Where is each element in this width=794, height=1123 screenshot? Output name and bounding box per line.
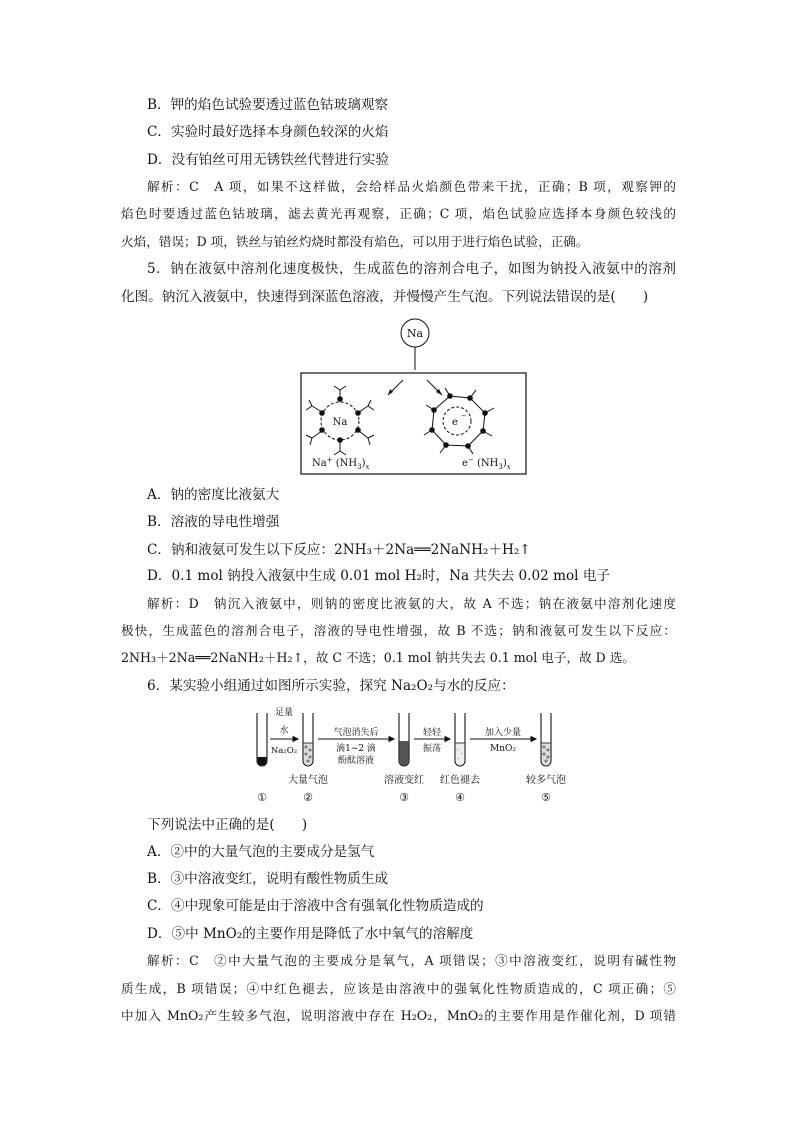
q6-question: 下列说法中正确的是( ) [147,817,308,833]
arrow2-label-phenolphthalein: 酚酞溶液 [337,756,375,766]
test-tube-3 [399,713,409,766]
arrow4-label-top: 加入少量 [484,728,522,738]
observation-5: 较多气泡 [526,775,566,786]
tube-number-1: ① [257,791,267,804]
test-tube-2 [303,713,313,766]
test-tube-4 [455,713,465,766]
arrow3-label-bottom: 振荡 [422,744,442,754]
q4-option-d: D．没有铂丝可用无锈铁丝代替进行实验 [147,152,389,168]
q5-option-b: B．溶液的导电性增强 [147,514,280,530]
reagent-na2o2: Na₂O₂ [270,746,298,756]
arrow1-label-top: 足量 [274,708,294,718]
q4-solution-line-1: 解析：C A 项，如果不这样做，会给样品火焰颜色带来干扰，正确；B 项，观察钾的 [147,179,676,194]
test-tube-1 [257,713,267,766]
tube-number-4: ④ [455,791,465,804]
right-species-caption: e− $(NH_3)_x$ [462,456,511,471]
q5-option-c: C．钠和液氨可发生以下反应：2NH₃＋2Na══2NaNH₂＋H₂↑ [147,542,531,558]
q5-option-a: A．钠的密度比液氨大 [147,487,280,503]
q6-option-a: A．②中的大量气泡的主要成分是氢气 [147,844,375,860]
q5-stem-line-1: 5．钠在液氨中溶剂化速度极快，生成蓝色的溶剂合电子，如图为钠投入液氨中的溶剂 [147,261,676,277]
q4-option-b: B．钾的焰色试验要透过蓝色钴玻璃观察 [147,97,389,113]
q5-solution-line-3: 2NH₃＋2Na══2NaNH₂＋H₂↑，故 C 不选；0.1 mol 钠共失去 0.1 mol 电子，故 D 选。 [121,650,635,665]
arrow2-label-drops: 滴1~2 滴 [336,744,376,754]
q5-solvation-figure [298,318,530,478]
na-ion-label: Na [332,417,348,428]
tube-number-3: ③ [399,791,409,804]
q6-option-d: D．⑤中 MnO₂的主要作用是降低了水中氧气的溶解度 [147,926,474,942]
q4-solution-line-3: 火焰，错误；D 项，铁丝与铂丝灼烧时都没有焰色，可以用于进行焰色试验，正确。 [121,234,589,249]
test-tube-5 [541,713,551,766]
q6-option-c: C．④中现象可能是由于溶液中含有强氧化性物质造成的 [147,898,484,914]
ammonia-ligands-right [424,388,494,454]
arrow2-label-top: 气泡消失后 [333,728,379,738]
top-na-label: Na [406,327,424,340]
arrow1-label-water: 水 [279,726,289,736]
observation-4: 红色褪去 [440,775,480,786]
tube-number-2: ② [303,791,313,804]
tube-number-5: ⑤ [541,791,551,804]
q6-stem: 6．某实验小组通过如图所示实验，探究 Na₂O₂与水的反应： [147,678,515,694]
q5-stem-line-2: 化图。钠沉入液氨中，快速得到深蓝色溶液，并慢慢产生气泡。下列说法错误的是( ) [121,289,649,305]
q5-option-d: D．0.1 mol 钠投入液氨中生成 0.01 mol H₂时，Na 共失去 0.02 mol 电子 [147,568,611,584]
observation-3: 溶液变红 [384,775,424,786]
q6-solution-line-2: 质生成，B 项错误；④中红色褪去，应该是由溶液中的强氧化性物质造成的，C 项正确；⑤ [121,981,676,996]
q6-option-b: B．③中溶液变红，说明有酸性物质生成 [147,871,389,887]
q6-experiment-figure [248,703,568,805]
observation-2: 大量气泡 [288,775,328,786]
arrow3-label-top: 轻轻 [422,728,442,738]
q4-option-c: C．实验时最好选择本身颜色较深的火焰 [147,124,389,140]
q5-solution-line-2: 极快，生成蓝色的溶剂合电子，溶液的导电性增强，故 B 不选；钠和液氨可发生以下反应： [121,623,676,638]
electron-label: e [452,417,458,428]
left-species-caption: Na+ $(NH_3)_x$ [312,456,370,471]
q6-solution-line-1: 解析：C ②中大量气泡的主要成分是氧气，A 项错误；③中溶液变红，说明有碱性物 [147,953,676,968]
q4-solution-line-2: 焰色时要透过蓝色钴玻璃，滤去黄光再观察，正确；C 项，焰色试验应选择本身颜色较浅的 [121,206,676,221]
arrow4-label-mno2: MnO₂ [490,744,516,754]
electron-charge: − [461,412,467,420]
q6-solution-line-3: 中加入 MnO₂产生较多气泡，说明溶液中存在 H₂O₂，MnO₂的主要作用是作催化剂，D 项错 [121,1008,676,1023]
q5-solution-line-1: 解析：D 钠沉入液氨中，则钠的密度比液氨的大，故 A 不选；钠在液氨中溶剂化速度 [147,596,676,611]
